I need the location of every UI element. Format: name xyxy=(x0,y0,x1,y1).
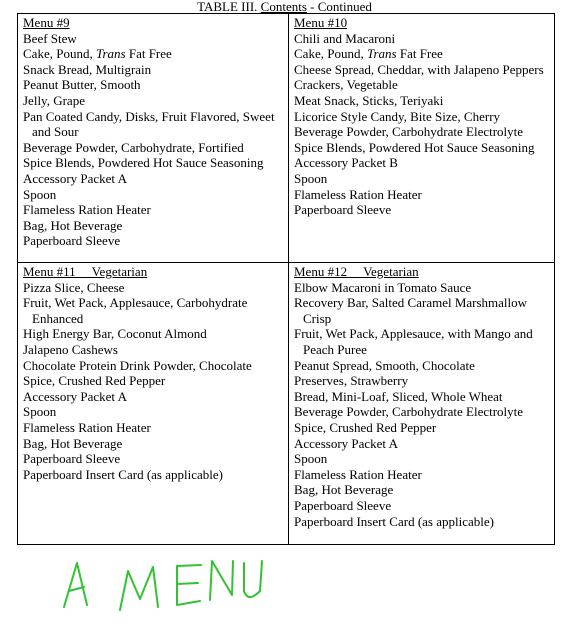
menu-heading: Menu #12 Vegetarian xyxy=(294,264,419,279)
menu-item: Elbow Macaroni in Tomato Sauce xyxy=(294,279,472,295)
menu-item: Beverage Powder, Carbohydrate Electrolyte xyxy=(294,404,524,420)
menu-item: Accessory Packet B xyxy=(294,155,398,171)
table-row xyxy=(18,14,555,263)
menu-item: Accessory Packet A xyxy=(23,170,127,186)
menu-item: Bread, Mini-Loaf, Sliced, Whole Wheat xyxy=(294,388,503,404)
menu-item: Accessory Packet A xyxy=(23,388,127,404)
menu-item: Snack Bread, Multigrain xyxy=(23,61,152,77)
menu-item: Cheese Spread, Cheddar, with Jalapeno Peppers xyxy=(294,61,544,77)
menu-item: Meat Snack, Sticks, Teriyaki xyxy=(294,92,444,108)
menu-item: High Energy Bar, Coconut Almond xyxy=(23,326,207,342)
menu-item: Pan Coated Candy, Disks, Fruit Flavored, Sweet and Sour xyxy=(23,108,275,140)
menu-item-list xyxy=(294,31,550,218)
menu-item: Chili and Macaroni xyxy=(294,30,396,46)
menu-cell xyxy=(289,14,555,263)
menu-item: Spoon xyxy=(294,451,328,467)
menu-item: Spice, Crushed Red Pepper xyxy=(294,419,437,435)
menu-item-list xyxy=(23,280,284,483)
menu-item: Spoon xyxy=(23,186,57,202)
handwritten-letters xyxy=(64,561,262,610)
menu-item: Paperboard Sleeve xyxy=(23,451,121,467)
menu-cell xyxy=(289,263,555,545)
table-title-suffix: - Continued xyxy=(306,0,372,14)
menu-item: Beverage Powder, Carbohydrate Electrolyte xyxy=(294,124,524,140)
menu-contents-table xyxy=(17,13,555,545)
menu-item: Fruit, Wet Pack, Applesauce, Carbohydrate Enhanced xyxy=(23,295,248,326)
menu-item: Paperboard Sleeve xyxy=(23,233,121,249)
menu-item: Flameless Ration Heater xyxy=(23,202,151,218)
menu-item: Beef Stew xyxy=(23,30,77,46)
table-title-prefix: TABLE III. xyxy=(197,0,261,14)
menu-item: Peanut Spread, Smooth, Chocolate xyxy=(294,357,475,373)
menu-heading: Menu #11 Vegetarian xyxy=(23,264,148,279)
menu-item: Crackers, Vegetable xyxy=(294,77,398,93)
menu-item-list xyxy=(294,280,550,530)
menu-item: Accessory Packet A xyxy=(294,435,398,451)
menu-item: Bag, Hot Beverage xyxy=(23,217,123,233)
menu-heading: Menu #10 xyxy=(294,15,348,30)
table-title-contents: Contents xyxy=(260,0,307,14)
menu-item-list xyxy=(23,31,284,249)
table-title xyxy=(0,0,569,14)
menu-cell xyxy=(18,263,289,545)
menu-item: Spoon xyxy=(23,404,57,420)
menu-item: Bag, Hot Beverage xyxy=(294,482,394,498)
menu-item: Paperboard Insert Card (as applicable) xyxy=(294,513,494,529)
menu-item: Jelly, Grape xyxy=(23,92,85,108)
menu-item: Cake, Pound, Trans Fat Free xyxy=(294,46,443,62)
menu-item: Fruit, Wet Pack, Applesauce, with Mango and Peach Puree xyxy=(294,326,533,357)
menu-item: Spice Blends, Powdered Hot Sauce Seasoning xyxy=(294,139,535,155)
menu-item: Flameless Ration Heater xyxy=(294,186,422,202)
menu-item: Spoon xyxy=(294,170,328,186)
menu-item: Preserves, Strawberry xyxy=(294,373,409,389)
menu-item: Peanut Butter, Smooth xyxy=(23,77,141,93)
menu-item: Licorice Style Candy, Bite Size, Cherry xyxy=(294,108,501,124)
menu-item: Spice Blends, Powdered Hot Sauce Seasoning xyxy=(23,155,264,171)
menu-item: Spice, Crushed Red Pepper xyxy=(23,373,166,389)
menu-item: Jalapeno Cashews xyxy=(23,341,118,357)
menu-item: Paperboard Insert Card (as applicable) xyxy=(23,466,223,482)
menu-item: Pizza Slice, Cheese xyxy=(23,279,125,295)
table-row xyxy=(18,263,555,545)
menu-item: Flameless Ration Heater xyxy=(23,419,151,435)
menu-item: Cake, Pound, Trans Fat Free xyxy=(23,46,172,62)
menu-item: Flameless Ration Heater xyxy=(294,466,422,482)
menu-item: Chocolate Protein Drink Powder, Chocolate xyxy=(23,357,252,373)
menu-cell xyxy=(18,14,289,263)
menu-item: Beverage Powder, Carbohydrate, Fortified xyxy=(23,139,244,155)
menu-item: Paperboard Sleeve xyxy=(294,202,392,218)
menu-item: Bag, Hot Beverage xyxy=(23,435,123,451)
menu-item: Recovery Bar, Salted Caramel Marshmallow Crisp xyxy=(294,295,528,326)
handwritten-annotation xyxy=(60,555,270,615)
menu-item: Paperboard Sleeve xyxy=(294,497,392,513)
menu-heading: Menu #9 xyxy=(23,15,70,30)
